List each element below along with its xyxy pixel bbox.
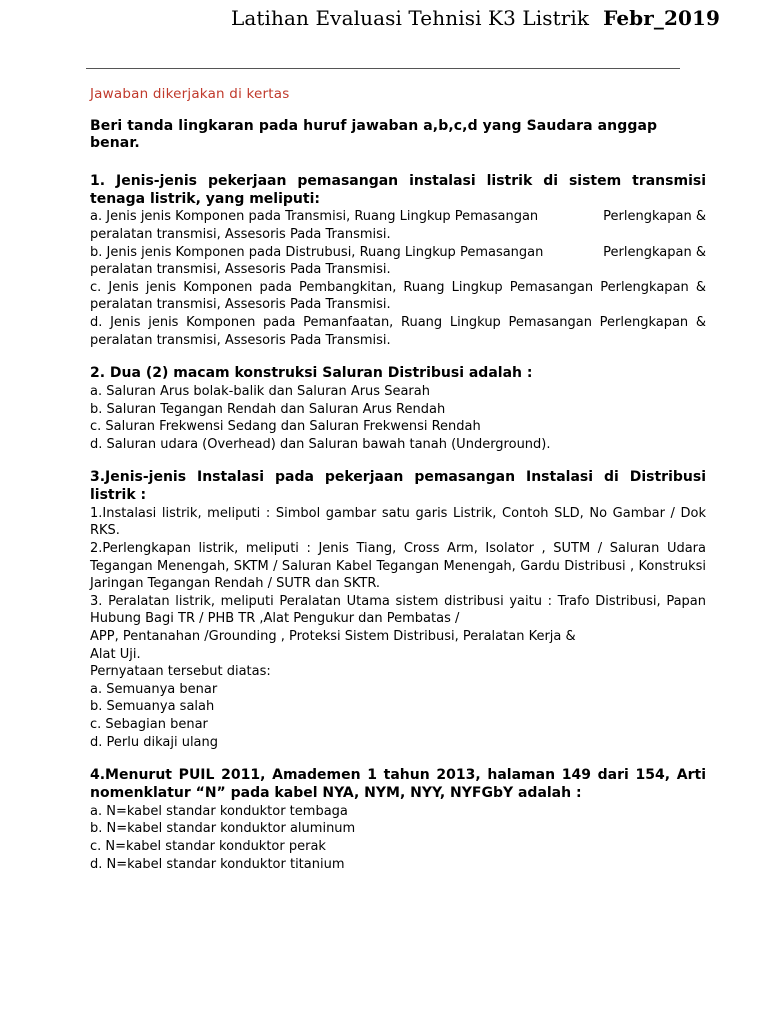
statement-3-3b: APP, Pentanahan /Grounding , Proteksi Sistem Distribusi, Peralatan Kerja & [90, 629, 576, 645]
question-1 [90, 173, 706, 349]
question-2-text: 2. Dua (2) macam konstruksi Saluran Distribusi adalah : [90, 365, 533, 382]
option-4b: b. N=kabel standar konduktor aluminum [90, 821, 356, 837]
question-4 [90, 767, 706, 873]
option-4c: c. N=kabel standar konduktor perak [90, 838, 326, 854]
instruction-text: Beri tanda lingkaran pada huruf jawaban a,b,c,d yang Saudara anggap benar. [90, 117, 658, 152]
question-1-text: 1. Jenis-jenis pekerjaan pemasangan instalasi listrik di sistem transmisi tenaga listrik, yang meliputi: [90, 172, 706, 207]
option-3a: a. Semuanya benar [90, 681, 218, 697]
question-2 [90, 365, 706, 453]
option-1a-part2: Perlengkapan & [603, 209, 706, 225]
option-1b-part1: b. Jenis jenis Komponen pada Distrubusi, Ruang Lingkup Pemasangan [90, 244, 544, 260]
option-1a-part3: peralatan transmisi, Assesoris Pada Transmisi. [90, 226, 391, 242]
title-date: Febr_2019 [603, 6, 721, 30]
document-title [231, 6, 731, 30]
statement-3-2: 2.Perlengkapan listrik, meliputi : Jenis Tiang, Cross Arm, Isolator , SUTM / Saluran Udara Tegangan Menengah, SKTM / Saluran Kabel Tegangan Menengah, Gardu Distribusi , Konstruksi Jaringan Tegangan Rendah / SUTR dan SKTR. [90, 541, 706, 592]
option-2a: a. Saluran Arus bolak-balik dan Saluran Arus Searah [90, 383, 430, 399]
answer-note: Jawaban dikerjakan di kertas [90, 86, 290, 102]
header-divider [86, 68, 680, 69]
question-3-text: 3.Jenis-jenis Instalasi pada pekerjaan pemasangan Instalasi di Distribusi listrik : [90, 469, 706, 504]
option-2d: d. Saluran udara (Overhead) dan Saluran bawah tanah (Underground). [90, 436, 551, 452]
title-text: Latihan Evaluasi Tehnisi K3 Listrik [231, 6, 590, 30]
option-1d: d. Jenis jenis Komponen pada Pemanfaatan, Ruang Lingkup Pemasangan Perlengkapan & peralatan transmisi, Assesoris Pada Transmisi. [90, 314, 706, 348]
option-4a: a. N=kabel standar konduktor tembaga [90, 803, 348, 819]
question-4-text: 4.Menurut PUIL 2011, Amademen 1 tahun 2013, halaman 149 dari 154, Arti nomenklatur “N” pada kabel NYA, NYM, NYY, NYFGbY adalah : [90, 767, 706, 801]
option-1b-part3: peralatan transmisi, Assesoris Pada Transmisi. [90, 262, 391, 278]
option-3c: c. Sebagian benar [90, 717, 208, 733]
option-4d: d. N=kabel standar konduktor titanium [90, 856, 345, 872]
statement-label: Pernyataan tersebut diatas: [90, 664, 271, 680]
statement-3-3c: Alat Uji. [90, 646, 141, 662]
statement-3-3: 3. Peralatan listrik, meliputi Peralatan Utama sistem distribusi yaitu : Trafo Distribusi, Papan Hubung Bagi TR / PHB TR ,Alat Pengukur dan Pembatas / [90, 593, 706, 627]
statement-3-1: 1.Instalasi listrik, meliputi : Simbol gambar satu garis Listrik, Contoh SLD, No Gambar / Dok RKS. [90, 505, 706, 539]
option-1c: c. Jenis jenis Komponen pada Pembangkitan, Ruang Lingkup Pemasangan Perlengkapan & peralatan transmisi, Assesoris Pada Transmisi. [90, 279, 706, 313]
document-body [90, 86, 706, 889]
option-1b-part2: Perlengkapan & [603, 244, 706, 260]
option-2c: c. Saluran Frekwensi Sedang dan Saluran Frekwensi Rendah [90, 419, 481, 435]
option-3b: b. Semuanya salah [90, 699, 215, 715]
option-2b: b. Saluran Tegangan Rendah dan Saluran Arus Rendah [90, 401, 446, 417]
question-3 [90, 469, 706, 751]
option-1b-line [90, 244, 706, 262]
option-3d: d. Perlu dikaji ulang [90, 734, 219, 750]
option-1a-line [90, 208, 706, 226]
option-1a-part1: a. Jenis jenis Komponen pada Transmisi, Ruang Lingkup Pemasangan [90, 209, 539, 225]
